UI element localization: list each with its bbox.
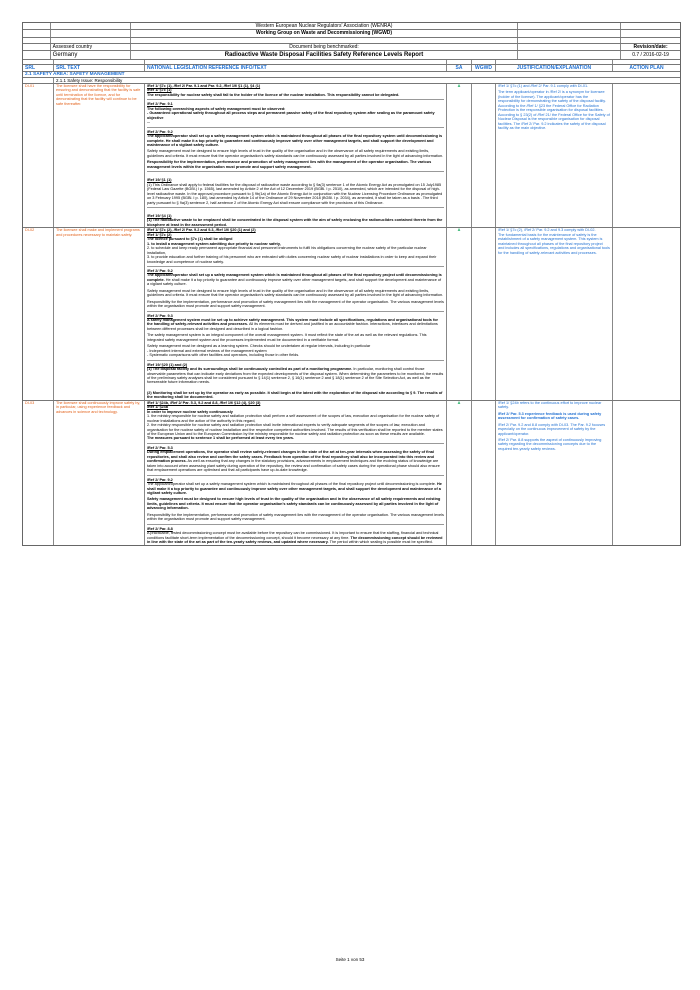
srl-table <box>22 22 681 546</box>
reference-text: During emplacement operations, the operator shall review safety-relevant changes in the state of the art at ten-year intervals when assessing the safety of final repositories, and shall also review and confirm the safety cases. Feedback from operation of the final repository shall also be incorporated into this review and confirmation process. <box>147 450 434 464</box>
srl-row-di-03 <box>23 401 680 545</box>
reference-title: /Ref 19/ §1 (1) <box>147 178 172 183</box>
col-sa: SA <box>447 65 472 71</box>
col-wgwd: WGWD <box>472 65 496 71</box>
reference-title: /Ref 2/ Par. 9.2 <box>147 477 173 482</box>
reference-title: /Ref 2/ Par. 9.3 <box>147 313 173 318</box>
reference-text: The measures pursuant to sentence 1 shall be performed at least every ten years. <box>147 436 444 443</box>
justification-text: /Ref 1/ §24b refers to the continuous effort to improve nuclear safety. <box>498 400 602 410</box>
reference-text: The applicant/operator shall set up a safety management system which is maintained throughout all phases of the final repository project until decommissioning is complete. <box>147 482 436 487</box>
reference-text: Responsibility for the implementation, performance and promotion of safety management lies with the management of the operator organisation. The various management levels within the organisation must promote and support safety management. <box>147 160 444 172</box>
reference-text: The licence pursuant to §7c (1) shall be obliged <box>147 237 233 242</box>
reference-text: 2. to schedule and keep ready permanent appropriate financial and personnel instruments to fulfil his obligations concerning the nuclear safety of the particular nuclear installation, <box>147 246 427 255</box>
reference-title: /Ref 19/ §4 (1) <box>147 213 172 218</box>
reference-text: (2) Monitoring shall be set up by the operator as early as possible. It shall begin at the latest with the exploration of the disposal site according to § 9. The results of the monitoring shall be documented. <box>147 390 443 400</box>
srl-text: The licensee shall continuously improve safety by, in particular, using experience feedback and advances in science and technology. <box>54 401 145 545</box>
sa-rating: A <box>447 401 472 545</box>
justification-text: /Ref 2/ Par. 8.8 supports the aspect of continuously improving safety regarding the decommissioning concepts due to the required ten-yearly safety reviews. <box>498 438 602 451</box>
reference-title: /Ref 19/ §20 (1) and (2) <box>147 362 188 367</box>
reference-text: In particular, monitoring shall control those observable parameters that can indicate early deviations from the expected developments of the disposal system. When determining the parameters to be monitored, the results of the preliminary safety analyses shall be considered pursuant to § 14(1) sentence 2, § 16(1) sentence 2 and § 18(1) sentence 2 of the Site Selection Act, as well as the foreseeable future information needs. <box>147 367 444 385</box>
document-label: Document being benchmarked: <box>131 44 519 50</box>
safety-issue-heading: 2.1.1 Safety Issue: Responsibility <box>56 78 123 83</box>
reference-list: /Ref 1/ §24b, /Ref 2/ Par. 5.3, 9.2 and 8.8, /Ref 19/ §12 (4), §20 (3) <box>147 400 261 405</box>
reference-text: All its elements must be derived and justified in an accountable fashion. Interactions, interfaces and delimitations between different processes shall be designed and described in a logical fashion. <box>147 322 438 331</box>
page-footer: Seite 1 von 53 <box>335 957 365 962</box>
justification-text: /Ref 2/ Par. 9.2 and 8.8 comply with DI-03. The Par. 9.2 focuses especially on the continuous improvement of safety by the applicant/operator. <box>498 422 606 436</box>
reference-text: A safety management system must be set up to achieve safety management. This system must include all specifications, regulations and organisational tools for the handling of safety-relevant activities and processes. <box>147 318 439 327</box>
reference-text: The decommissioning concept should be reviewed in line with the state of the art as part of the ten-yearly safety reviews, and updated where necessary. <box>147 535 443 545</box>
reference-title: /Ref 2/ Par. 5.3 <box>147 445 173 450</box>
reference-text: Safety management must be designed as a learning system. Checks should be undertaken at regular intervals, including in particular <box>147 344 371 349</box>
reference-text: A practicable, tested decommissioning concept must be available before the repository can be commissioned. It is important to ensure that the staffing, financial and technical conditions facilitate short-term implementation of the decommissioning concept, should it become necessary at any time. <box>147 531 439 540</box>
srl-row-di-01 <box>23 84 680 228</box>
srl-id: DI-01 <box>23 84 54 227</box>
reference-title: /Ref 1/ §7c (2) <box>147 232 172 237</box>
reference-text: Safety management must be designed to ensure high levels of trust in the quality of the organisation and in the observance of all safety requirements and existing limits, guidelines and criteria. It must ensure that the operator organisation's safety standards can be continuously assessed by all parties involved in the light of advancing information. <box>147 497 441 511</box>
srl-row-di-02 <box>23 228 680 401</box>
reference-title: /Ref 2/ Par. 9.2 <box>147 129 173 134</box>
reference-title: /Ref 2/ Par. 9.2 <box>147 268 173 273</box>
reference-text: 1. the ministry responsible for nuclear safety and radiation protection shall perform a self assessment of the scopes of law, execution and organisation for the nuclear safety of nuclear installations and the action of the authority in this regard, <box>147 414 440 423</box>
reference-text: The applicant/operator shall set up a safety management system which is maintained throughout all phases of the final repository system until decommissioning is complete. He shall make it a top priority to guarantee and continuously improve safety over other management targets, and shall support the development and maintenance of a vigilant safety culture. <box>147 134 443 147</box>
reference-text: - Independent internal and external reviews of the management system <box>147 348 267 353</box>
working-group: Working Group on Waste and Decommissioning (WGWD) <box>131 30 519 37</box>
reference-text: 3. to provide education and further training of his personnel who are entrusted with duties concerning nuclear safety of nuclear installations in order to keep and expand their knowledge and competence of nuclear safety. <box>147 255 444 267</box>
reference-text: He shall make it a top priority to guarantee and continuously improve safety over other management targets, and shall support the development and maintenance of a vigilant safety culture. <box>147 277 442 287</box>
reference-text: As well as ensuring that any changes in the statutory provisions, advancements in emplacement techniques and the evolving status of knowledge are taken into account when assessing plant safety during operation of the repository, the review and confirmation of safety cases during the operational phase should also ensure that emplacement operations are optimised and that all participants have up-to-date knowledge. <box>147 459 440 473</box>
col-action-plan: ACTION PLAN <box>629 65 664 71</box>
reference-title: /Ref 1/ §24b <box>147 405 169 410</box>
revision-value: 0.7 / 2016-02-19 <box>632 52 669 58</box>
col-national-reference: NATIONAL LEGISLATION REFERENCE INFO/TEXT <box>145 65 447 71</box>
reference-text: Responsibility for the implementation, performance and promotion of safety management lies with the management of the operator organisation. The various management levels within the organisation must promote and support safety management. <box>147 300 444 312</box>
reference-text: (1) The radioactive waste to be emplaced shall be concentrated in the disposal system with the aim of safely enclosing the radionuclides contained therein from the biosphere at least in the assessment period. <box>147 218 443 227</box>
reference-title: /Ref 1/ §7c (1) <box>147 88 172 93</box>
col-srl: SRL <box>23 65 54 71</box>
reference-list: /Ref 1/ §7c (1), /Ref 2/ Par. 9.1 and Par. 9.2, /Ref 19/ §1 (1), §4 (1) <box>147 84 261 88</box>
srl-id: DI-02 <box>23 228 54 400</box>
sa-rating: A <box>447 228 472 400</box>
revision-label: Revision/date: <box>633 44 668 50</box>
justification-text: /Ref 2/ Par. 5.3 experience feedback is used during safety assessment for confirmation of safety cases. <box>498 411 602 421</box>
reference-title: /Ref 2/ Par. 9.1 <box>147 102 173 107</box>
reference-text: Responsibility for the implementation, performance and promotion of safety management lies with the management of the operator organisation. The various management levels within the organisation must promote and support safety management. <box>147 513 444 525</box>
reference-text: The period within which sealing is possible must be specified. <box>329 540 433 545</box>
reference-text: He shall make it a top priority to guarantee and continuously improve safety over other management targets, and shall support the development and maintenance of a vigilant safety culture. <box>147 482 442 495</box>
justification-text: The fundamental basis for the maintenance of safety is the establishment of a safety management system. This system is maintained throughout all phases of the final repository project and includes all specifications, regulations and organisational tools for the handling of safety-relevant activities and processes. <box>498 232 610 255</box>
reference-text: The responsibility for nuclear safety shall fall to the holder of the licence of the nuclear installation. This responsibility cannot be delegated. <box>147 93 444 100</box>
reference-text: In order to improve nuclear safety continuously <box>147 409 233 414</box>
reference-text: The safety management system is an integral component of the overall management system. It must reflect the state of the art as well as the relevant regulations. This integrated safety management system and the processes implemented must be documented in a verifiable format. <box>147 333 427 342</box>
sa-rating: A <box>447 84 472 227</box>
reference-text: 2. the ministry responsible for nuclear safety and radiation protection shall invite international experts to verify adequate segments of the scopes of law, execution and organisation for the nuclear safety of nuclear installation and the respective competent authorities involved. The results of this verification shall be reported to the member states of the European Union and to the European Commission by the ministry responsible for nuclear safety and radiation protection as soon as these results are available. <box>147 423 443 436</box>
justification-text: The term applicant/operator in /Ref 2/ is a synonym for licensee (holder of the license). The applicant/operator has the responsibility for demonstrating the safety of the disposal facility. According to the /Ref 1/ §23 the Federal Office for Radiation Protection is the responsible organisation for disposal facilities. According to § 23(2) of /Ref 21/ the Federal Office for the Safety of Nuclear Disposal is the responsible organisation for disposal facilities. The /Ref 2/ Par. 9.2 indicates the safety of the disposal facility as the main objective. <box>498 90 610 131</box>
safety-area-heading: 2.1 SAFETY AREA: SAFETY MANAGEMENT <box>25 72 125 77</box>
reference-text: - Systematic comparisons with other facilities and operators, including those in other fields. <box>147 353 444 360</box>
reference-text: (1) The disposal facility and its surroundings shall be continuously controlled as part of a monitoring programme. <box>147 367 353 372</box>
srl-id: DI-03 <box>23 401 54 545</box>
reference-text: (1) This Ordinance shall apply to federal facilities for the disposal of radioactive waste according to § 9a(3) sentence 1 of the Atomic Energy Act as promulgated on 15 July1985 (Federal Law Gazette (BGBl.) I p. 1565), last amended by Article 2 of the Act of 12 December 2019 (BGBl. I p. 2510), as amended, which are intended for the disposal of high-level radioactive waste. In the approval procedure pursuant to § 9b(1a) of the Atomic Energy Act in conjunction with the Nuclear Licensing Procedure Ordinance as promulgated on 3 February 1995 (BGBl. I p. 180), last amended by Article 14 of the Ordinance of 29 November 2018 (BGBl. I p. 2034), as amended, it shall be taken as a basis . The third party pursuant to § 9a(3) sentence 2, half-sentence 2 of the Atomic Energy Act shall ensure compliance with the provisions of this Ordinance. <box>147 183 444 208</box>
srl-text: The licensee shall make and implement programs and procedures necessary to maintain safety. <box>54 228 145 400</box>
justification-text: /Ref 1/ §7c (2), /Ref 2/ Par. 9.2 and 9.3 comply with DI-02. <box>498 228 596 233</box>
assessed-country-label: Assessed country <box>51 44 131 50</box>
reference-text: Safety management must be designed to ensure high levels of trust in the quality of the organisation and in the observance of all safety requirements and existing limits, guidelines and criteria. It must ensure that the operator organisation's safety standards can be continuously assessed by all parties involved in the light of advancing information. <box>147 288 444 298</box>
col-justification: JUSTIFICATION/EXPLANATION <box>496 65 613 71</box>
reference-text: The applicant/operator shall set up a safety management system which is maintained throughout all phases of the final repository project until decommissioning is complete. <box>147 273 442 282</box>
org-name: Western European Nuclear Regulators' Association (WENRA) <box>131 23 519 29</box>
justification-text: /Ref 1/ §7c (1) and /Ref 2/ Par. 9.1 comply with DI-01. <box>498 84 589 88</box>
srl-text: The licensee shall have the responsibility for ensuring and demonstrating that the facility is safe until termination of the licence, and for demonstrating that the facility will continue to be safe thereafter. <box>54 84 145 227</box>
report-title: Radioactive Waste Disposal Facilities Safety Reference Levels Report <box>131 51 519 59</box>
reference-text: The following overarching aspects of safety management must be observed: - Guaranteed operational safety throughout all process steps and permanent passive safety of the final repository system after sealing as the paramount safety objective ... <box>147 107 444 128</box>
assessed-country: Germany <box>51 51 131 59</box>
reference-list: /Ref 1/ §7c (2), /Ref 2/ Par. 9.2 and 9.3, /Ref 19/ §20 (1) and (2) <box>147 228 256 233</box>
reference-text: Safety management must be designed to ensure high levels of trust in the quality of the organisation and in the observance of all safety requirements and existing limits, guidelines and criteria. It must ensure that the operator organisation's safety standards can be continuously assessed by all parties involved in the light of advancing information. <box>147 149 444 158</box>
reference-title: /Ref 2/ Par. 8.8 <box>147 526 173 531</box>
col-srl-text: SRL TEXT <box>54 65 145 71</box>
reference-text: 1. to install a management system admitting due priority to nuclear safety, <box>147 241 281 246</box>
